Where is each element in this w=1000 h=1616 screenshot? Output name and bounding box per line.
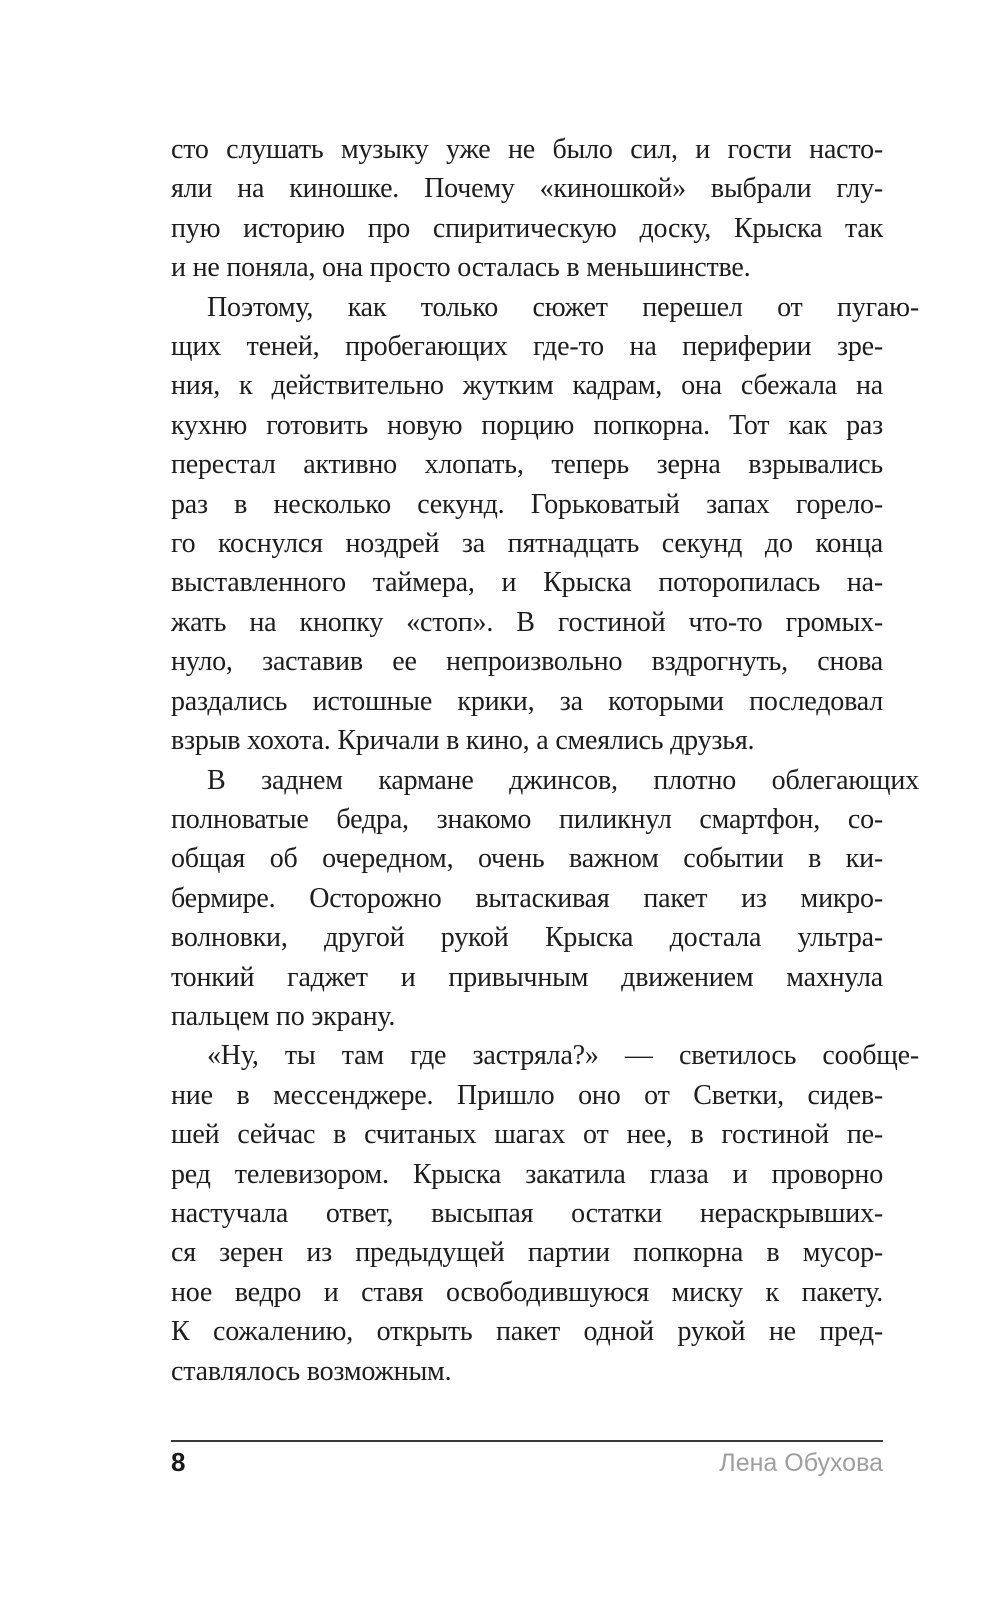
text-line-content: шей сейчас в считаных шагах от нее, в гостиной пе- <box>171 1119 883 1151</box>
text-line <box>171 169 883 208</box>
text-line-content: общая об очередном, очень важном событии в ки- <box>171 843 883 875</box>
text-line <box>171 682 883 721</box>
body-text <box>171 130 919 1391</box>
text-line-content: пальцем по экрану. <box>171 1000 396 1032</box>
text-line-content: тонкий гаджет и привычным движением махнула <box>171 961 883 993</box>
paragraph <box>171 288 919 761</box>
text-line <box>171 406 883 445</box>
paragraph <box>171 130 883 288</box>
text-line-content: ред телевизором. Крыска закатила глаза и проворно <box>171 1158 883 1190</box>
text-line-content: яли на киношке. Почему «киношкой» выбрали глу- <box>171 173 883 205</box>
text-line <box>171 997 883 1036</box>
text-line <box>171 1155 883 1194</box>
footer-row <box>171 1442 883 1476</box>
text-line-content: ния, к действительно жутким кадрам, она сбежала на <box>171 370 883 402</box>
text-line-content: «Ну, ты там где застряла?» — светилось сообще- <box>207 1040 919 1072</box>
text-line-content: ние в мессенджере. Пришло оно от Светки, сидев- <box>171 1079 883 1111</box>
text-line-content: В заднем кармане джинсов, плотно облегающих <box>207 764 919 796</box>
text-line <box>171 1194 883 1233</box>
text-line <box>171 1352 883 1391</box>
text-line-content: К сожалению, открыть пакет одной рукой не пред- <box>171 1316 883 1348</box>
text-line-content: ся зерен из предыдущей партии попкорна в мусор- <box>171 1237 883 1269</box>
text-line <box>171 524 883 563</box>
page-footer <box>171 1440 883 1476</box>
text-line-content: перестал активно хлопать, теперь зерна взрывались <box>171 449 883 481</box>
text-line <box>171 209 883 248</box>
text-line-content: волновки, другой рукой Крыска достала ультра- <box>171 922 883 954</box>
text-line <box>171 642 883 681</box>
text-line-content: раздались истошные крики, за которыми последовал <box>171 685 883 717</box>
text-line <box>171 839 883 878</box>
text-line <box>171 1233 883 1272</box>
text-line <box>171 288 919 327</box>
text-line-content: полноватые бедра, знакомо пиликнул смартфон, со- <box>171 803 883 835</box>
text-line <box>171 721 883 760</box>
text-line <box>171 1076 883 1115</box>
text-line <box>171 879 883 918</box>
text-line-content: жать на кнопку «стоп». В гостиной что-то громых- <box>171 606 883 638</box>
text-line-content: нуло, заставив ее непроизвольно вздрогнуть, снова <box>171 646 883 678</box>
paragraph <box>171 1036 919 1391</box>
text-line-content: ное ведро и ставя освободившуюся миску к пакету. <box>171 1276 883 1308</box>
text-line <box>171 366 883 405</box>
text-line <box>171 1312 883 1351</box>
text-line-content: раз в несколько секунд. Горьковатый запах горело- <box>171 488 883 520</box>
text-line <box>171 1273 883 1312</box>
text-line <box>171 248 883 287</box>
text-line <box>171 603 883 642</box>
text-line <box>171 918 883 957</box>
text-line-content: ставлялось возможным. <box>171 1355 452 1387</box>
text-line <box>171 958 883 997</box>
text-line <box>171 485 883 524</box>
text-line-content: выставленного таймера, и Крыска поторопилась на- <box>171 567 883 599</box>
page-number: 8 <box>171 1447 186 1477</box>
text-line-content: и не поняла, она просто осталась в меньшинстве. <box>171 252 751 284</box>
text-line <box>171 1036 919 1075</box>
text-line-content: кухню готовить новую порцию попкорна. Тот как раз <box>171 409 883 441</box>
text-line-content: пую историю про спиритическую доску, Крыска так <box>171 212 883 244</box>
text-line <box>171 1115 883 1154</box>
text-line <box>171 130 883 169</box>
text-line <box>171 761 919 800</box>
text-line-content: бермире. Осторожно вытаскивая пакет из микро- <box>171 882 883 914</box>
text-line <box>171 445 883 484</box>
text-line-content: сто слушать музыку уже не было сил, и гости насто- <box>171 134 883 165</box>
text-line-content: настучала ответ, высыпая остатки нераскрывших- <box>171 1197 883 1229</box>
text-line <box>171 327 883 366</box>
text-line <box>171 563 883 602</box>
text-line-content: щих теней, пробегающих где-то на периферии зре- <box>171 331 883 363</box>
text-line-content: взрыв хохота. Кричали в кино, а смеялись друзья. <box>171 725 755 757</box>
text-line-content: го коснулся ноздрей за пятнадцать секунд до конца <box>171 528 883 560</box>
text-line-content: Поэтому, как только сюжет перешел от пугаю- <box>207 291 919 323</box>
paragraph <box>171 761 919 1037</box>
text-line <box>171 800 883 839</box>
running-author: Лена Обухова <box>719 1449 883 1477</box>
